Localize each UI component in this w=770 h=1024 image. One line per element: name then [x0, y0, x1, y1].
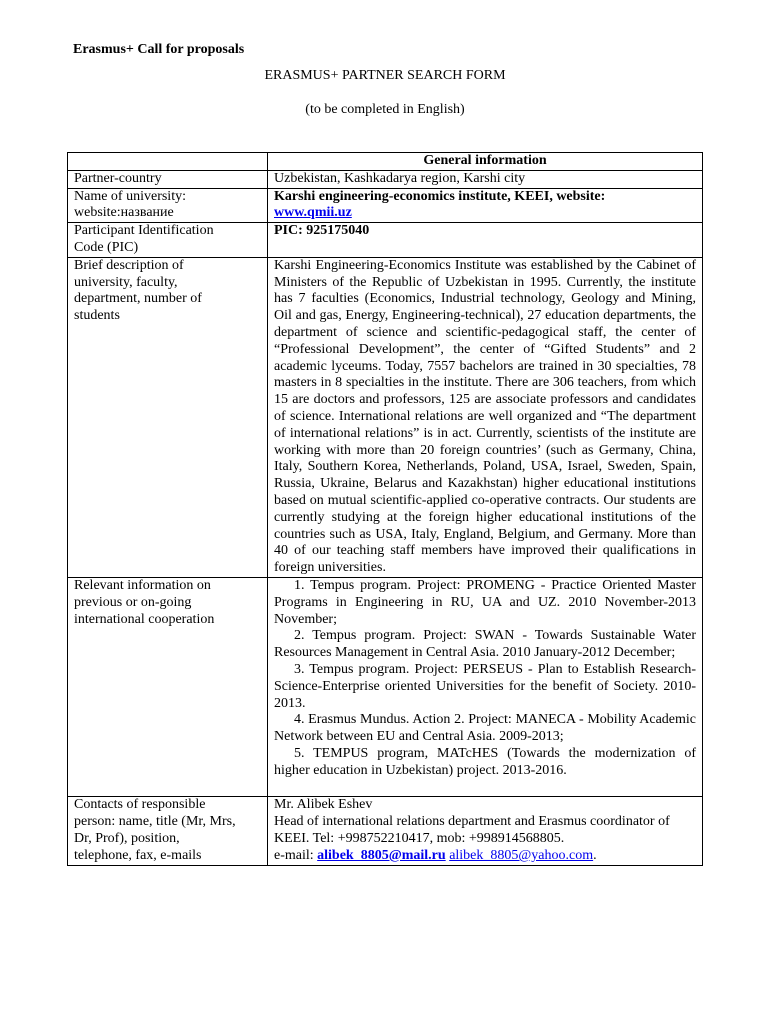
contacts-label-line: person: name, title (Mr, Mrs, [74, 814, 236, 830]
contacts-label-line: telephone, fax, e-mails [74, 847, 202, 863]
partner-country-value: Uzbekistan, Kashkadarya region, Karshi city [268, 170, 703, 188]
pic-value: PIC: 925175040 [268, 223, 703, 258]
pic-label-line: Participant Identification [74, 223, 214, 239]
table-row [68, 577, 703, 797]
program-label: Erasmus+ Call for proposals [73, 42, 245, 57]
email-end: . [593, 847, 597, 863]
empty-label-cell [68, 153, 268, 171]
university-name: Karshi engineering-economics institute, KEEI, website: [274, 188, 606, 204]
contacts-value [268, 797, 703, 865]
cooperation-item: 2. Tempus program. Project: SWAN - Towards Sustainable Water Resources Management in Central Asia. 2010 January-2012 December; [274, 628, 696, 661]
pic-label-line: Code (PIC) [74, 239, 139, 255]
contacts-label [68, 797, 268, 865]
section-heading-general: General information [268, 153, 703, 171]
description-label-line: students [74, 308, 120, 324]
table-row [68, 797, 703, 865]
university-label-line: Name of university: [74, 188, 186, 204]
spacer [274, 779, 696, 796]
partner-country-label: Partner-country [68, 170, 268, 188]
table-row [68, 153, 703, 171]
email-link-yahoo[interactable]: alibek_8805@yahoo.com [449, 847, 594, 863]
cooperation-label-line: previous or on-going [74, 594, 192, 610]
website-link[interactable]: www.qmii.uz [274, 205, 352, 221]
cooperation-label-line: international cooperation [74, 611, 215, 627]
description-label-line: department, number of [74, 291, 202, 307]
form-subtitle: (to be completed in English) [305, 102, 465, 117]
cooperation-item: 1. Tempus program. Project: PROMENG - Practice Oriented Master Programs in Engineering in RU, UA and UZ. 2010 November-2013 November; [274, 577, 696, 627]
cooperation-list [268, 577, 703, 797]
table-row [68, 223, 703, 258]
table-row [68, 257, 703, 577]
email-link-mail-ru[interactable]: alibek_8805@mail.ru [317, 847, 446, 863]
cooperation-item: 4. Erasmus Mundus. Action 2. Project: MANECA - Mobility Academic Network between EU and Central Asia. 2009-2013; [274, 712, 696, 745]
pic-label [68, 223, 268, 258]
partner-search-table [67, 152, 703, 866]
table-row [68, 188, 703, 223]
contact-name: Mr. Alibek Eshev [274, 797, 373, 813]
university-label [68, 188, 268, 223]
cooperation-label-line: Relevant information on [74, 577, 211, 593]
table-row [68, 170, 703, 188]
description-label-line: Brief description of [74, 257, 184, 273]
contacts-label-line: Contacts of responsible [74, 797, 206, 813]
contact-position: Head of international relations department and Erasmus coordinator of KEEI. Tel: +998752210417, mob: +998914568805. [274, 814, 670, 847]
cooperation-item: 3. Tempus program. Project: PERSEUS - Plan to Establish Research-Science-Enterprise oriented Universities for the benefit of Society. 2010-2013. [274, 661, 696, 711]
form-title: ERASMUS+ PARTNER SEARCH FORM [264, 68, 506, 83]
contacts-label-line: Dr, Prof), position, [74, 831, 180, 847]
description-text: Karshi Engineering-Economics Institute was established by the Cabinet of Ministers of the Republic of Uzbekistan in 1995. Currently, the institute has 7 faculties (Economics, Industrial technology, Geology and Mining, Oil and gas, Energy, Engineering-technical), 27 education departments, the department of science and scientific-pedagogical staff, the center of “Professional Development”, the center of “Gifted Students” and 2 academic lyceums. Today, 7557 bachelors are trained in 30 specialties, 78 masters in 8 specialties in the institute. There are 306 teachers, from which 15 are doctors and professors, 125 are associate professors and candidates of science. International relations are well organized and “The department of international relations” is in act. Currently, scientists of the institute are working with more than 20 foreign countries’ (such as Germany, China, Italy, Southern Korea, Netherlands, Poland, USA, Israel, Sweden, Spain, Russia, Ukraine, Belarus and Kazakhstan) higher educational institutions based on mutual scientific-applied co-operative contracts. Our students are currently studying at the foreign higher educational institutions of the countries such as USA, Italy, England, Belgium, and Germany. More than 40 of our teaching staff members have improved their qualifications in foreign universities. [268, 257, 703, 577]
cooperation-item: 5. TEMPUS program, MATcHES (Towards the modernization of higher education in Uzbekistan) project. 2013-2016. [274, 745, 696, 778]
cooperation-label [68, 577, 268, 797]
university-label-line: website:название [74, 205, 174, 221]
contact-emails [274, 848, 696, 865]
description-label [68, 257, 268, 577]
email-label: e-mail: [274, 847, 314, 863]
university-value [268, 188, 703, 223]
description-label-line: university, faculty, [74, 274, 178, 290]
